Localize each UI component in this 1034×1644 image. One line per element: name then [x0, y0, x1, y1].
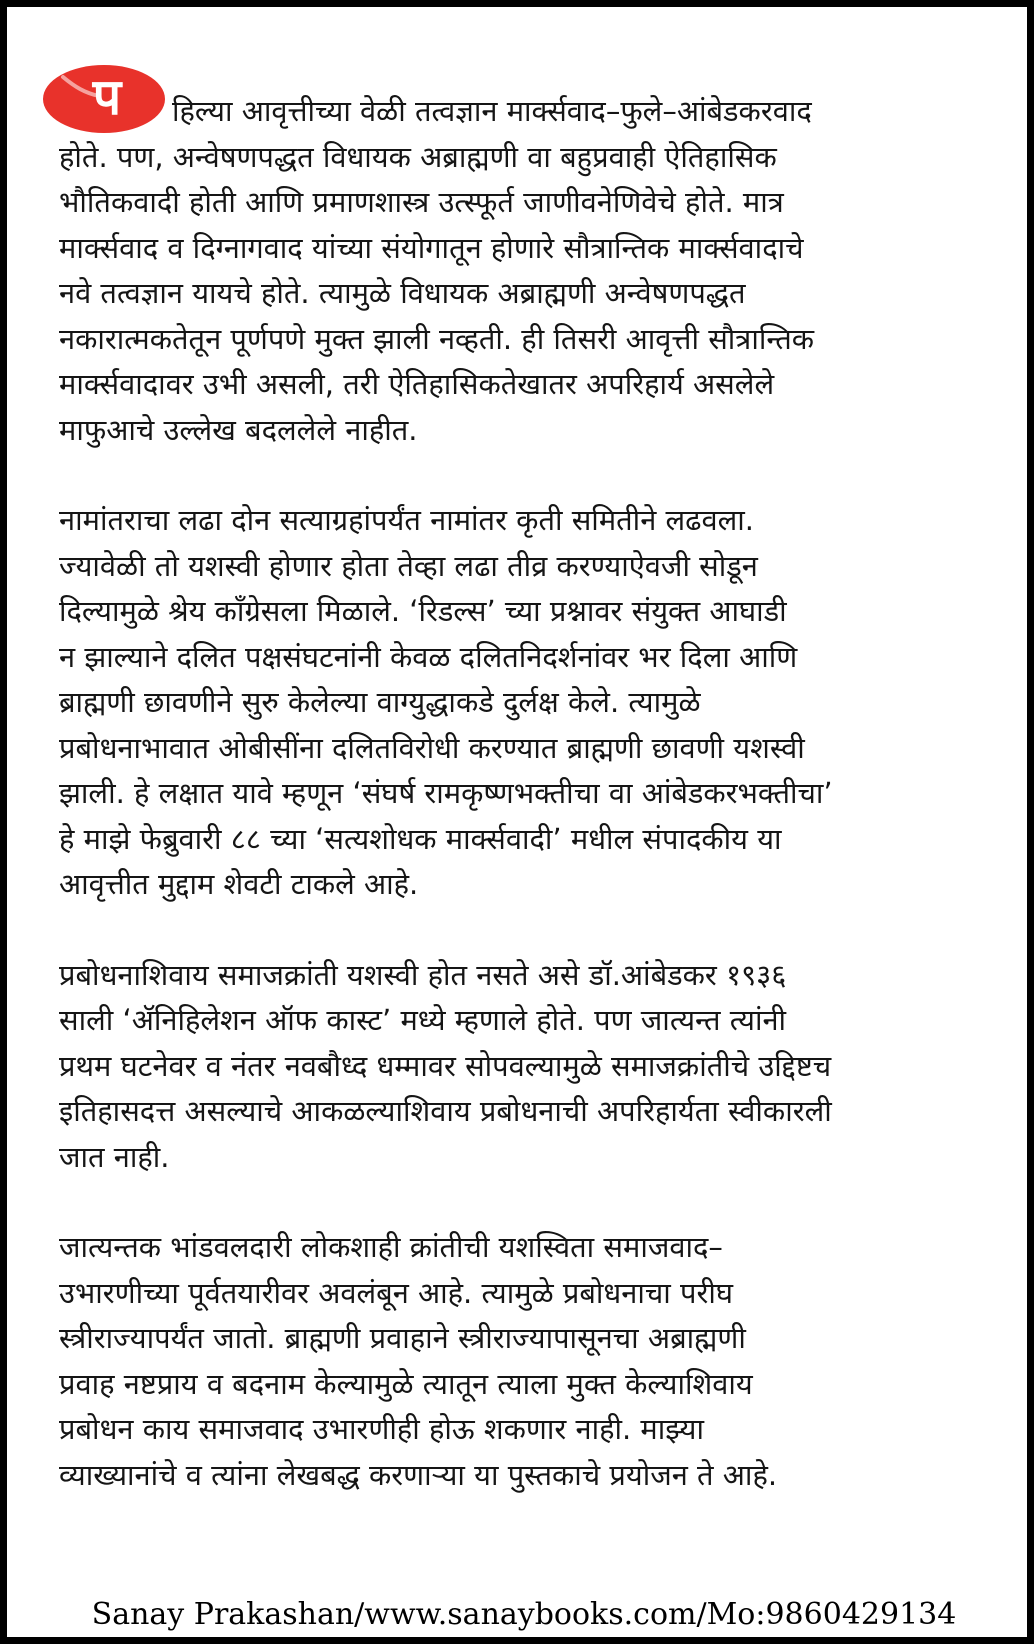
text-line: साली ‘ॲनिहिलेशन ऑफ कास्ट’ मध्ये म्हणाले होते. पण जात्यन्त त्यांनी	[59, 1003, 787, 1037]
paragraph-1	[59, 89, 989, 453]
text-line: नवे तत्वज्ञान यायचे होते. त्यामुळे विधायक अब्राह्मणी अन्वेषणपद्धत	[59, 276, 746, 310]
text-line: उभारणीच्या पूर्वतयारीवर अवलंबून आहे. त्यामुळे प्रबोधनाचा परीघ	[59, 1275, 733, 1310]
text-line: झाली. हे लक्षात यावे म्हणून ‘संघर्ष रामकृष्णभक्तीचा वा आंबेडकरभक्तीचा’	[59, 776, 833, 810]
text-line: मार्क्सवादावर उभी असली, तरी ऐतिहासिकतेखातर अपरिहार्य असलेले	[59, 367, 775, 401]
text-line: ब्राह्मणी छावणीने सुरु केलेल्या वाग्युद्धाकडे दुर्लक्ष केले. त्यामुळे	[59, 685, 701, 719]
text-line: भौतिकवादी होती आणि प्रमाणशास्त्र उत्स्फूर्त जाणीवनेणिवेचे होते. मात्र	[59, 185, 784, 219]
text-line: जात्यन्तक भांडवलदारी लोकशाही क्रांतीची यशस्विता समाजवाद–	[59, 1230, 723, 1264]
text-line: नकारात्मकतेतून पूर्णपणे मुक्त झाली नव्हती. ही तिसरी आवृत्ती सौत्रान्तिक	[59, 321, 815, 356]
text-line: मार्क्सवाद व दिग्नागवाद यांच्या संयोगातून होणारे सौत्रान्तिक मार्क्सवादाचे	[59, 230, 804, 265]
text-line: होते. पण, अन्वेषणपद्धत विधायक अब्राह्मणी वा बहुप्रवाही ऐतिहासिक	[59, 139, 777, 174]
text-line: हे माझे फेब्रुवारी ८८ च्या ‘सत्यशोधक मार्क्सवादी’ मधील संपादकीय या	[59, 821, 782, 856]
drop-cap-letter: प	[92, 68, 122, 126]
text-line: माफुआचे उल्लेख बदललेले नाहीत.	[59, 412, 418, 447]
publisher-footer: Sanay Prakashan/www.sanaybooks.com/Mo:9860429134	[91, 1597, 957, 1632]
text-line: नामांतराचा लढा दोन सत्याग्रहांपर्यंत नामांतर कृती समितीने लढवला.	[59, 503, 755, 537]
text-line: प्रबोधनाशिवाय समाजक्रांती यशस्वी होत नसते असे डॉ.आंबेडकर १९३६	[59, 957, 787, 992]
paragraph-4	[59, 1225, 989, 1498]
text-line: स्त्रीराज्यापर्यंत जातो. ब्राह्मणी प्रवाहाने स्त्रीराज्यापासूनचा अब्राह्मणी	[59, 1321, 746, 1355]
text-line: न झाल्याने दलित पक्षसंघटनांनी केवळ दलितनिदर्शनांवर भर दिला आणि	[59, 639, 798, 674]
text-line: प्रथम घटनेवर व नंतर नवबौध्द धम्मावर सोपवल्यामुळे समाजक्रांतीचे उद्दिष्टच	[59, 1048, 832, 1083]
paragraph-3	[59, 953, 989, 1181]
text-line: व्याख्यानांचे व त्यांना लेखबद्ध करणाऱ्या या पुस्तकाचे प्रयोजन ते आहे.	[59, 1457, 778, 1492]
text-line: आवृत्तीत मुद्दाम शेवटी टाकले आहे.	[59, 867, 419, 901]
text-line: इतिहासदत्त असल्याचे आकळल्याशिवाय प्रबोधनाची अपरिहार्यता स्वीकारली	[59, 1094, 832, 1128]
text-line: प्रबोधनाभावात ओबीसींना दलितविरोधी करण्यात ब्राह्मणी छावणी यशस्वी	[59, 730, 805, 765]
text-line: प्रबोधन काय समाजवाद उभारणीही होऊ शकणार नाही. माझ्या	[59, 1412, 705, 1446]
text-line: दिल्यामुळे श्रेय काँग्रेसला मिळाले. ‘रिडल्स’ च्या प्रश्नावर संयुक्त आघाडी	[59, 594, 787, 628]
text-line: प्रवाह नष्टप्राय व बदनाम केल्यामुळे त्यातून त्याला मुक्त केल्याशिवाय	[59, 1366, 753, 1401]
paragraph-2	[59, 498, 989, 908]
text-line: हिल्या आवृत्तीच्या वेळी तत्वज्ञान मार्क्सवाद–फुले–आंबेडकरवाद	[172, 94, 812, 128]
text-line: जात नाही.	[59, 1139, 170, 1174]
text-line: ज्यावेळी तो यशस्वी होणार होता तेव्हा लढा तीव्र करण्याऐवजी सोडून	[59, 548, 758, 583]
body-text	[59, 89, 989, 1543]
